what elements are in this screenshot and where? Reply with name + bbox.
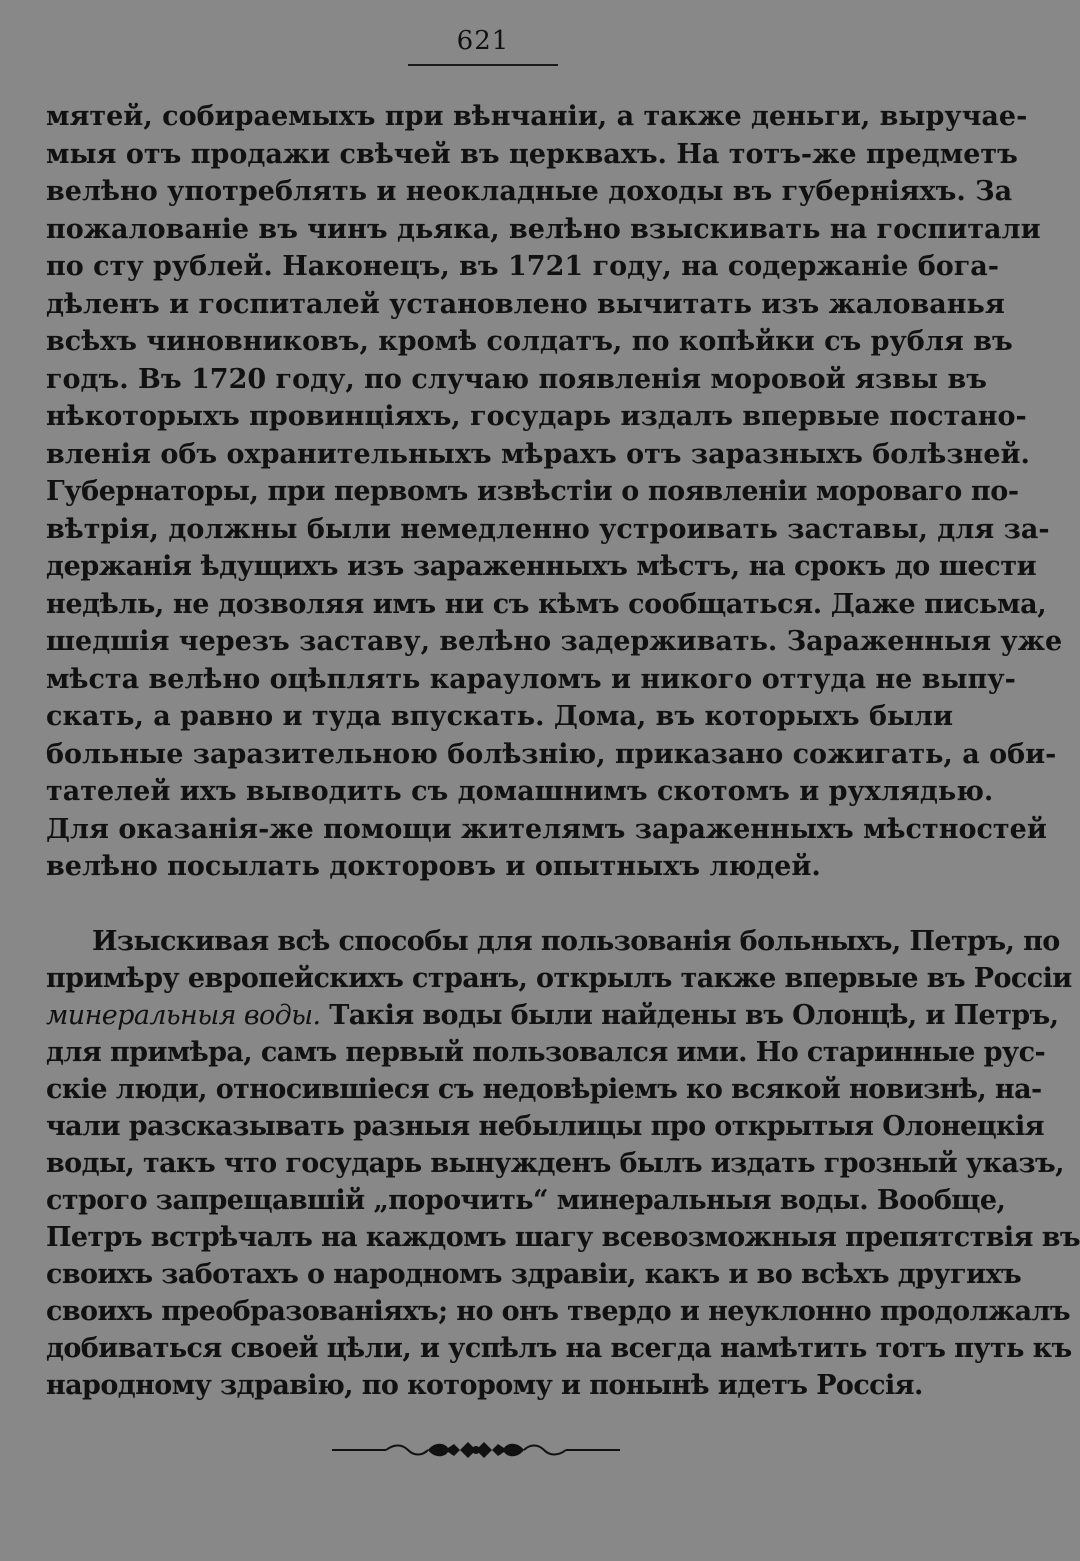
text-line: Для оказанія-же помощи жителямъ зараженныхъ мѣстностей bbox=[46, 813, 1047, 845]
text-line: Петръ встрѣчалъ на каждомъ шагу всевозможныя препятствія въ bbox=[46, 1222, 1080, 1253]
text-line: строго запрещавшій „порочить“ минеральныя воды. Вообще, bbox=[46, 1185, 1006, 1216]
text-line: пожалованіе въ чинъ дьяка, велѣно взыскивать на госпитали bbox=[46, 213, 1041, 245]
header-rule bbox=[408, 64, 558, 66]
text-line-with-emphasis bbox=[46, 997, 1059, 1034]
text-line: велѣно употреблять и неокладные доходы въ губерніяхъ. За bbox=[46, 176, 1013, 207]
text-line: для примѣра, самъ первый пользовался ими. Но старинные рус- bbox=[46, 1037, 1046, 1068]
text-line: своихъ заботахъ о народномъ здравіи, какъ и во всѣхъ другихъ bbox=[46, 1259, 1022, 1290]
text-line: годъ. Въ 1720 году, по случаю появленія моровой язвы въ bbox=[46, 363, 987, 395]
text-line: вѣтрія, должны были немедленно устроивать заставы, для за- bbox=[46, 513, 1050, 545]
italic-emphasis: минеральныя воды. bbox=[46, 1000, 321, 1031]
text-line: держанія ѣдущихъ изъ зараженныхъ мѣстъ, на срокъ до шести bbox=[46, 551, 1037, 582]
text-line: скіе люди, относившіеся съ недовѣріемъ ко всякой новизнѣ, на- bbox=[46, 1074, 1042, 1105]
text-line-remainder: Такія воды были найдены въ Олонцѣ, и Петръ, bbox=[320, 1000, 1059, 1031]
text-line: скать, а равно и туда впускать. Дома, въ которыхъ были bbox=[46, 701, 954, 732]
text-line: народному здравію, по которому и понынѣ идетъ Россія. bbox=[46, 1370, 923, 1401]
text-line: добиваться своей цѣли, и успѣлъ на всегда намѣтить тотъ путь къ bbox=[46, 1333, 1072, 1364]
text-line: тателей ихъ выводить съ домашнимъ скотомъ и рухлядью. bbox=[46, 776, 994, 807]
text-line: Изыскивая всѣ способы для пользованія больныхъ, Петръ, по bbox=[92, 926, 1060, 957]
text-line: больные заразительною болѣзнію, приказано сожигать, а оби- bbox=[46, 738, 1057, 770]
tailpiece-ornament-icon bbox=[332, 1436, 620, 1464]
text-line: всѣхъ чиновниковъ, кромѣ солдатъ, по копѣйки съ рубля въ bbox=[46, 326, 1013, 357]
text-line: мѣста велѣно оцѣплять карауломъ и никого оттуда не выпу- bbox=[46, 663, 1016, 695]
text-line: шедшія черезъ заставу, велѣно задерживать. Зараженныя уже bbox=[46, 626, 1063, 657]
page-header bbox=[408, 18, 558, 66]
text-line: воды, такъ что государь вынужденъ былъ издать грозный указъ, bbox=[46, 1148, 1064, 1179]
text-line: по сту рублей. Наконецъ, въ 1721 году, на содержаніе бога- bbox=[46, 251, 999, 282]
page-number: 621 bbox=[456, 26, 510, 56]
text-line: чали разсказывать разныя небылицы про открытыя Олонецкія bbox=[46, 1111, 1044, 1142]
text-line: примѣру европейскихъ странъ, открылъ также впервые въ Россіи bbox=[46, 963, 1072, 994]
text-line: нѣкоторыхъ провинціяхъ, государь издалъ впервые постано- bbox=[46, 401, 1027, 432]
paragraph-2 bbox=[46, 923, 1080, 1404]
paragraph-1 bbox=[46, 98, 1063, 886]
text-line: мятей, собираемыхъ при вѣнчаніи, а также деньги, выручае- bbox=[46, 101, 1028, 132]
text-line: своихъ преобразованіяхъ; но онъ твердо и неуклонно продолжалъ bbox=[46, 1296, 1071, 1327]
text-line: вленія объ охранительныхъ мѣрахъ отъ заразныхъ болѣзней. bbox=[46, 438, 1030, 470]
text-line: дѣленъ и госпиталей установлено вычитать изъ жалованья bbox=[46, 288, 1005, 320]
text-line: Губернаторы, при первомъ извѣстіи о появленіи мороваго по- bbox=[46, 476, 1019, 507]
text-line: велѣно посылать докторовъ и опытныхъ людей. bbox=[46, 851, 821, 882]
text-line: недѣль, не дозволяя имъ ни съ кѣмъ сообщаться. Даже письма, bbox=[46, 588, 1047, 620]
text-line: мыя отъ продажи свѣчей въ церквахъ. На тотъ-же предметъ bbox=[46, 138, 1018, 170]
